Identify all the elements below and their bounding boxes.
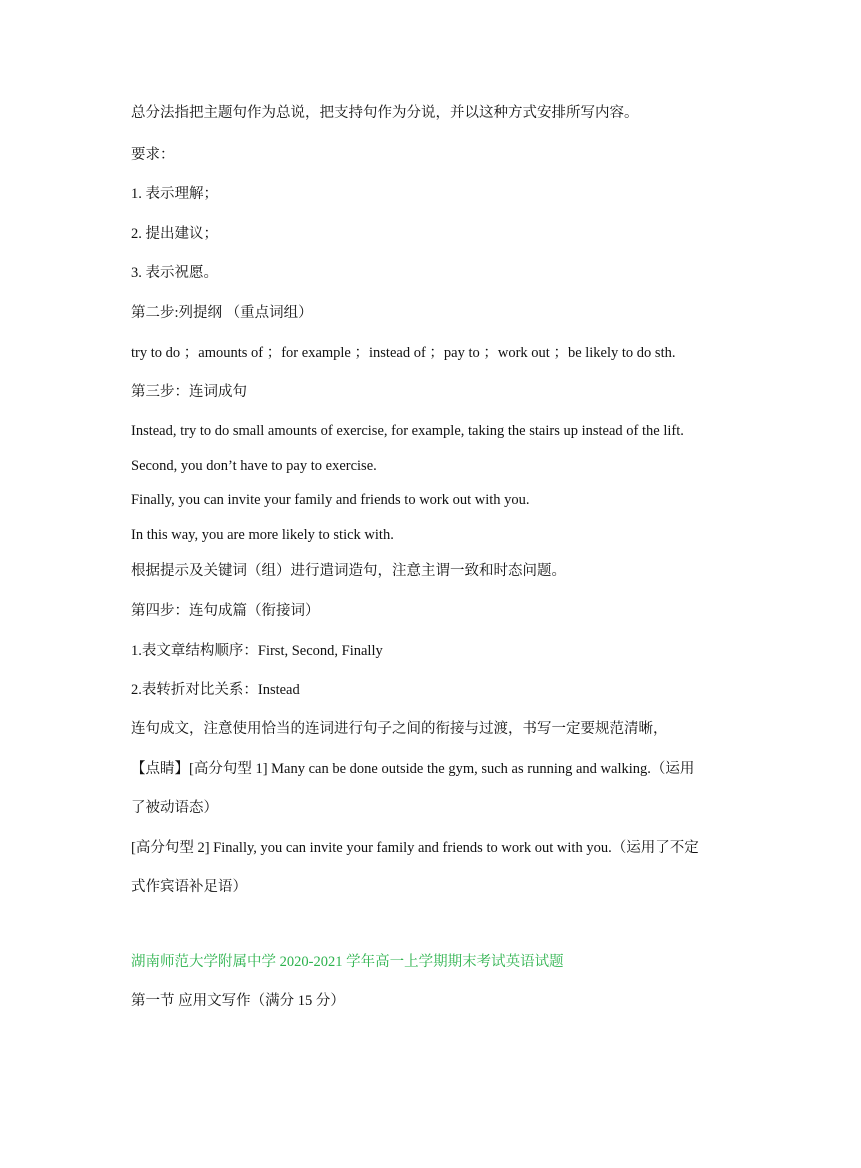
list-item: 1. 表示理解； xyxy=(131,186,218,202)
section-subtitle: 第一节 应用文写作（满分 15 分） xyxy=(131,993,345,1009)
sentence-line: In this way, you are more likely to stick with. xyxy=(131,527,394,543)
paragraph-line: 连句成文，注意使用恰当的连词进行句子之间的衔接与过渡，书写一定要规范清晰， xyxy=(131,721,668,737)
list-item: 3. 表示祝愿。 xyxy=(131,265,218,281)
step-heading: 第二步:列提纲 （重点词组） xyxy=(131,305,313,321)
paragraph-line: 总分法指把主题句作为总说，把支持句作为分说，并以这种方式安排所写内容。 xyxy=(131,105,639,121)
step-heading: 第三步：连词成句 xyxy=(131,384,247,400)
list-item: 2. 提出建议； xyxy=(131,226,218,242)
phrase-list: try to do ；amounts of ；for example ；instead of ；pay to ；work out ；be likely to do sth. xyxy=(131,345,676,361)
paragraph-line: 根据提示及关键词（组）进行遣词造句，注意主谓一致和时态问题。 xyxy=(131,563,566,579)
sentence-line: Second, you don’t have to pay to exercise. xyxy=(131,458,377,474)
highlight-line: 式作宾语补足语） xyxy=(131,879,247,895)
section-title: 湖南师范大学附属中学 2020-2021 学年高一上学期期末考试英语试题 xyxy=(131,954,564,970)
step-heading: 第四步：连句成篇（衔接词） xyxy=(131,603,320,619)
highlight-line: 【点睛】[高分句型 1] Many can be done outside the gym, such as running and walking.（运用 xyxy=(131,761,695,777)
list-item: 1.表文章结构顺序：First, Second, Finally xyxy=(131,643,383,659)
paragraph-line: 要求： xyxy=(131,147,175,163)
sentence-line: Instead, try to do small amounts of exercise, for example, taking the stairs up instead of the lift. xyxy=(131,423,684,439)
list-item: 2.表转折对比关系：Instead xyxy=(131,682,300,698)
highlight-line: 了被动语态） xyxy=(131,800,218,816)
sentence-line: Finally, you can invite your family and friends to work out with you. xyxy=(131,492,530,508)
highlight-line: [高分句型 2] Finally, you can invite your family and friends to work out with you.（运用了不定 xyxy=(131,840,699,856)
